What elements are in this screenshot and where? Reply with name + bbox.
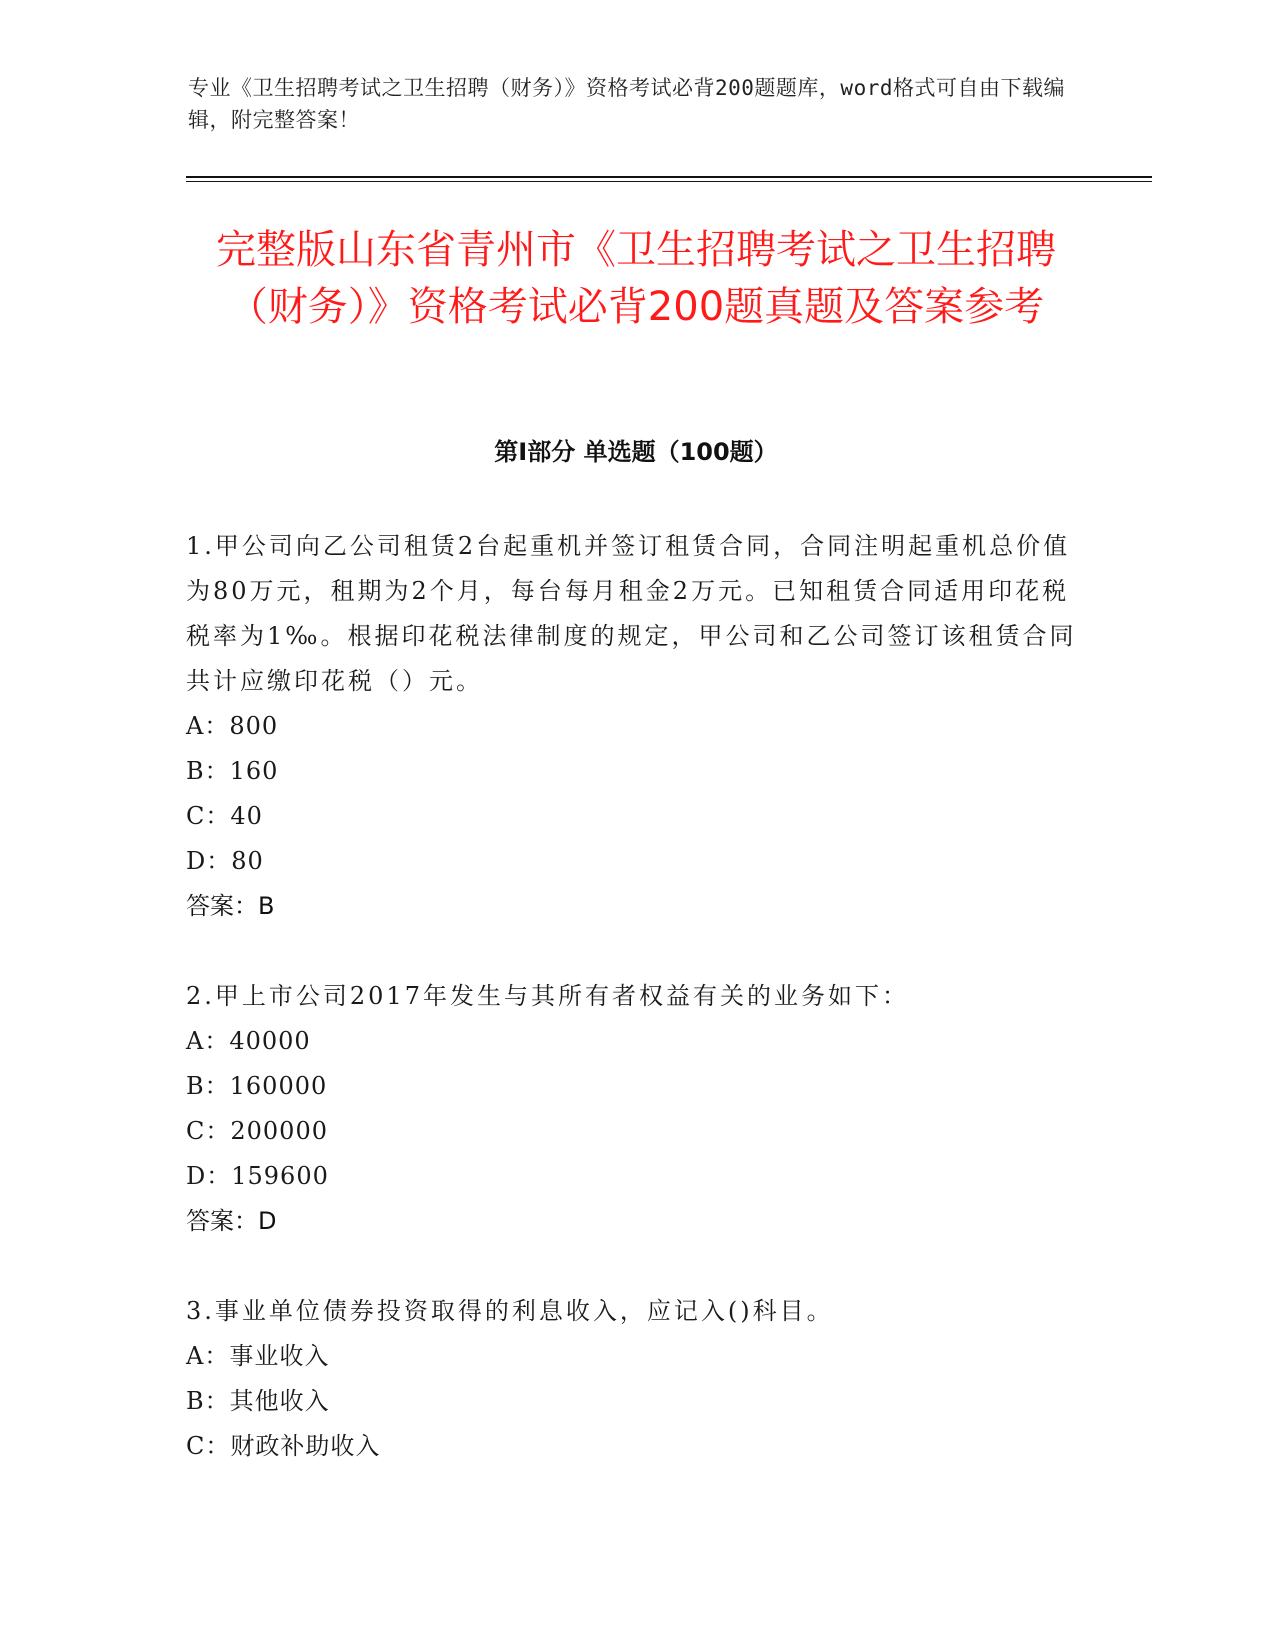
question-1 [186,524,1086,929]
option-b: B：160000 [186,1072,328,1100]
question-list [186,524,1086,1514]
option-b: B：其他收入 [186,1387,330,1415]
option-c: C：200000 [186,1117,328,1145]
answer: 答案：B [186,892,275,920]
header-divider-thin [186,181,1152,182]
document-title: 完整版山东省青州市《卫生招聘考试之卫生招聘（财务）》资格考试必背200题真题及答案参考 [216,227,1056,330]
question-2 [186,974,1086,1244]
question-3 [186,1289,1086,1469]
header-divider-thick [186,176,1152,178]
question-stem: 1.甲公司向乙公司租赁2台起重机并签订租赁合同，合同注明起重机总价值为80万元，租期为2个月，每台每月租金2万元。已知租赁合同适用印花税税率为1‰。根据印花税法律制度的规定，甲公司和乙公司签订该租赁合同共计应缴印花税（）元。 [186,532,1077,695]
question-stem: 3.事业单位债券投资取得的利息收入，应记入()科目。 [186,1297,834,1325]
option-c: C：财政补助收入 [186,1432,381,1460]
answer: 答案：D [186,1207,277,1235]
option-a: A：40000 [186,1027,311,1055]
question-stem: 2.甲上市公司2017年发生与其所有者权益有关的业务如下： [186,982,909,1010]
header-note: 专业《卫生招聘考试之卫生招聘（财务）》资格考试必背200题题库，word格式可自由下载编辑，附完整答案！ [188,76,1065,132]
option-a: A：800 [186,712,279,740]
option-c: C：40 [186,802,263,830]
section-heading: 第Ⅰ部分 单选题（100题） [494,438,778,466]
option-d: D：159600 [186,1162,329,1190]
option-d: D：80 [186,847,264,875]
option-b: B：160 [186,757,279,785]
option-a: A：事业收入 [186,1342,330,1370]
